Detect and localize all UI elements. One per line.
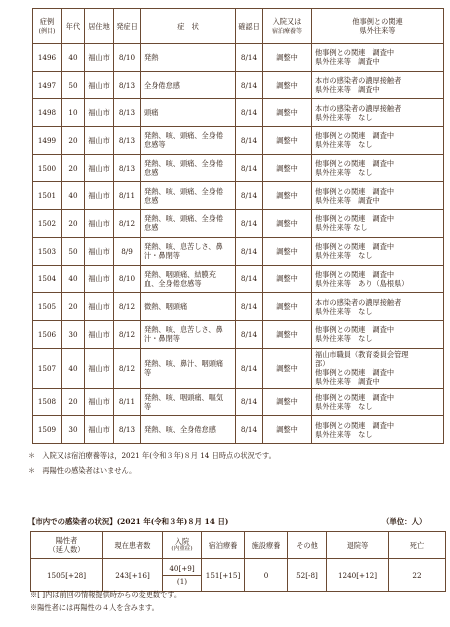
case-case-number: 1497 <box>33 71 62 99</box>
header-case-no: 症例 (例目) <box>33 9 62 44</box>
case-onset-date: 8/13 <box>114 154 141 182</box>
case-case-number: 1498 <box>33 99 62 127</box>
case-row <box>33 293 444 321</box>
case-symptoms: 発熱、咳、全身倦怠感 <box>141 416 236 444</box>
case-relation: 他事例との関連 調査中 県外往来等 なし <box>312 320 444 348</box>
case-case-number: 1508 <box>33 388 62 416</box>
case-hospital-status: 調整中 <box>263 265 312 293</box>
case-hospital-status: 調整中 <box>263 237 312 265</box>
case-age: 40 <box>62 44 85 72</box>
summary-value-current: 243[+16] <box>103 559 163 592</box>
case-hospital-status: 調整中 <box>263 154 312 182</box>
summary-value-death: 22 <box>389 559 446 592</box>
summary-footnote-changes: ※[ ]内は前回の情報提供時からの変更数です。 <box>30 590 182 599</box>
case-hospital-status: 調整中 <box>263 71 312 99</box>
case-case-number: 1507 <box>33 348 62 388</box>
note-hospital-status: ＊ 入院又は宿泊療養等は，2021 年(令和３年)８月 14 日時点の状況です。 <box>28 451 276 460</box>
case-symptoms: 微熱、咽頭痛 <box>141 293 236 321</box>
summary-header-row <box>31 532 446 559</box>
case-symptoms: 全身倦怠感 <box>141 71 236 99</box>
case-onset-date: 8/12 <box>114 320 141 348</box>
summary-title: 【市内での感染者の状況】(2021 年(令和３年)８月 14 日) <box>28 517 229 526</box>
case-symptoms: 発熱、咽頭痛、結膜充 血、全身倦怠感等 <box>141 265 236 293</box>
note-repositive: ＊ 再陽性の感染者はいません。 <box>28 466 137 475</box>
case-case-number: 1499 <box>33 127 62 155</box>
case-case-number: 1501 <box>33 182 62 210</box>
case-residence: 福山市 <box>85 127 114 155</box>
summary-value-hospital <box>163 559 202 592</box>
case-symptoms: 発熱、咳、息苦しさ、鼻 汁・鼻閉等 <box>141 320 236 348</box>
summary-value-hospital-severe: (1) <box>176 576 188 586</box>
cases-table <box>32 8 444 444</box>
case-age: 50 <box>62 71 85 99</box>
case-onset-date: 8/13 <box>114 71 141 99</box>
header-hospital: 入院又は 宿泊療養等 <box>263 9 312 44</box>
summary-header-positive: 陽性者 （延人数） <box>31 532 103 559</box>
case-row <box>33 237 444 265</box>
case-symptoms: 発熱、咳、頭痛、全身倦 怠感 <box>141 210 236 238</box>
case-onset-date: 8/12 <box>114 348 141 388</box>
summary-value-facility: 0 <box>245 559 288 592</box>
case-hospital-status: 調整中 <box>263 320 312 348</box>
case-case-number: 1505 <box>33 293 62 321</box>
case-confirmed-date: 8/14 <box>236 182 263 210</box>
case-symptoms: 発熱、咳、息苦しさ、鼻 汁・鼻閉等 <box>141 237 236 265</box>
case-row <box>33 182 444 210</box>
summary-footnote-repositive: ※陽性者には再陽性の４人を含みます。 <box>30 603 159 612</box>
case-relation: 他事例との関連 調査中 県外往来等 あり（島根県） <box>312 265 444 293</box>
header-residence: 居住地 <box>85 9 114 44</box>
header-confirmed: 確認日 <box>236 9 263 44</box>
summary-value-discharged: 1240[+12] <box>327 559 389 592</box>
case-confirmed-date: 8/14 <box>236 416 263 444</box>
case-relation: 他事例との関連 調査中 県外往来等 なし <box>312 210 444 238</box>
case-row <box>33 99 444 127</box>
case-age: 40 <box>62 265 85 293</box>
header-relation: 他事例との関連 県外往来等 <box>312 9 444 44</box>
case-symptoms: 発熱、咳、鼻汁、咽頭痛 等 <box>141 348 236 388</box>
case-onset-date: 8/12 <box>114 293 141 321</box>
case-hospital-status: 調整中 <box>263 127 312 155</box>
case-hospital-status: 調整中 <box>263 416 312 444</box>
case-symptoms: 発熱、咳、頭痛、全身倦 怠感 <box>141 154 236 182</box>
case-relation: 本市の感染者の濃厚接触者 県外往来等 調査中 <box>312 71 444 99</box>
case-relation: 他事例との関連 調査中 県外往来等 なし <box>312 154 444 182</box>
case-confirmed-date: 8/14 <box>236 44 263 72</box>
case-residence: 福山市 <box>85 416 114 444</box>
case-hospital-status: 調整中 <box>263 388 312 416</box>
case-symptoms: 発熱、咳、頭痛、全身倦 怠感 <box>141 182 236 210</box>
summary-header-lodging: 宿泊療養 <box>202 532 245 559</box>
case-confirmed-date: 8/14 <box>236 127 263 155</box>
case-hospital-status: 調整中 <box>263 44 312 72</box>
case-row <box>33 154 444 182</box>
case-residence: 福山市 <box>85 44 114 72</box>
case-onset-date: 8/10 <box>114 44 141 72</box>
case-age: 50 <box>62 237 85 265</box>
case-row <box>33 388 444 416</box>
case-row <box>33 348 444 388</box>
case-age: 30 <box>62 320 85 348</box>
summary-value-other: 52[-8] <box>288 559 327 592</box>
header-age: 年代 <box>62 9 85 44</box>
case-age: 30 <box>62 416 85 444</box>
case-case-number: 1503 <box>33 237 62 265</box>
case-confirmed-date: 8/14 <box>236 348 263 388</box>
case-age: 20 <box>62 293 85 321</box>
summary-header-current: 現在患者数 <box>103 532 163 559</box>
case-row <box>33 71 444 99</box>
case-residence: 福山市 <box>85 320 114 348</box>
summary-value-lodging: 151[+15] <box>202 559 245 592</box>
case-onset-date: 8/13 <box>114 416 141 444</box>
summary-header-hospital: 入院 (内重症) <box>163 532 202 559</box>
case-onset-date: 8/10 <box>114 265 141 293</box>
case-confirmed-date: 8/14 <box>236 210 263 238</box>
case-hospital-status: 調整中 <box>263 182 312 210</box>
case-hospital-status: 調整中 <box>263 210 312 238</box>
case-onset-date: 8/13 <box>114 127 141 155</box>
case-symptoms: 頭痛 <box>141 99 236 127</box>
case-relation: 他事例との関連 調査中 県外往来等 なし <box>312 388 444 416</box>
case-age: 20 <box>62 210 85 238</box>
case-relation: 他事例との関連 調査中 県外往来等 なし <box>312 127 444 155</box>
case-symptoms: 発熱、咳、咽頭痛、嘔気 等 <box>141 388 236 416</box>
case-residence: 福山市 <box>85 210 114 238</box>
summary-header-discharged: 退院等 <box>327 532 389 559</box>
case-confirmed-date: 8/14 <box>236 320 263 348</box>
case-hospital-status: 調整中 <box>263 348 312 388</box>
summary-value-hospital-total: 40[+9] <box>163 563 201 576</box>
case-confirmed-date: 8/14 <box>236 154 263 182</box>
case-row <box>33 265 444 293</box>
case-confirmed-date: 8/14 <box>236 265 263 293</box>
case-age: 40 <box>62 182 85 210</box>
case-symptoms: 発熱、咳、頭痛、全身倦 怠感等 <box>141 127 236 155</box>
case-hospital-status: 調整中 <box>263 99 312 127</box>
case-residence: 福山市 <box>85 388 114 416</box>
summary-value-row <box>31 559 446 592</box>
case-relation: 本市の感染者の濃厚接触者 県外往来等 なし <box>312 99 444 127</box>
case-relation: 他事例との関連 調査中 県外往来等 なし <box>312 416 444 444</box>
case-row <box>33 44 444 72</box>
case-relation: 他事例との関連 調査中 県外往来等 調査中 <box>312 182 444 210</box>
summary-value-positive: 1505[+28] <box>31 559 103 592</box>
summary-header-other: その他 <box>288 532 327 559</box>
case-confirmed-date: 8/14 <box>236 293 263 321</box>
case-row <box>33 127 444 155</box>
case-hospital-status: 調整中 <box>263 293 312 321</box>
case-onset-date: 8/11 <box>114 182 141 210</box>
case-onset-date: 8/11 <box>114 388 141 416</box>
case-age: 20 <box>62 154 85 182</box>
case-residence: 福山市 <box>85 348 114 388</box>
cases-header-row <box>33 9 444 44</box>
case-age: 20 <box>62 388 85 416</box>
case-case-number: 1504 <box>33 265 62 293</box>
case-residence: 福山市 <box>85 182 114 210</box>
case-residence: 福山市 <box>85 293 114 321</box>
case-row <box>33 320 444 348</box>
case-relation: 本市の感染者の濃厚接触者 県外往来等 なし <box>312 293 444 321</box>
case-confirmed-date: 8/14 <box>236 71 263 99</box>
case-residence: 福山市 <box>85 265 114 293</box>
case-residence: 福山市 <box>85 99 114 127</box>
case-confirmed-date: 8/14 <box>236 99 263 127</box>
case-residence: 福山市 <box>85 237 114 265</box>
case-onset-date: 8/12 <box>114 210 141 238</box>
case-case-number: 1506 <box>33 320 62 348</box>
case-age: 40 <box>62 348 85 388</box>
case-confirmed-date: 8/14 <box>236 237 263 265</box>
case-relation: 他事例との関連 調査中 県外往来等 調査中 <box>312 44 444 72</box>
case-age: 10 <box>62 99 85 127</box>
case-case-number: 1500 <box>33 154 62 182</box>
summary-table <box>30 531 446 592</box>
case-residence: 福山市 <box>85 71 114 99</box>
case-relation: 他事例との関連 調査中 県外往来等 なし <box>312 237 444 265</box>
summary-header-death: 死亡 <box>389 532 446 559</box>
summary-unit: （単位：人） <box>382 517 427 526</box>
case-case-number: 1509 <box>33 416 62 444</box>
case-residence: 福山市 <box>85 154 114 182</box>
case-relation: 福山市職員（教育委員会管理 部） 他事例との関連 調査中 県外往来等 調査中 <box>312 348 444 388</box>
case-onset-date: 8/13 <box>114 99 141 127</box>
case-confirmed-date: 8/14 <box>236 388 263 416</box>
case-row <box>33 210 444 238</box>
header-symptoms: 症 状 <box>141 9 236 44</box>
case-row <box>33 416 444 444</box>
case-onset-date: 8/9 <box>114 237 141 265</box>
case-symptoms: 発熱 <box>141 44 236 72</box>
summary-header-facility: 施設療養 <box>245 532 288 559</box>
case-case-number: 1502 <box>33 210 62 238</box>
header-onset: 発症日 <box>114 9 141 44</box>
case-age: 20 <box>62 127 85 155</box>
case-case-number: 1496 <box>33 44 62 72</box>
